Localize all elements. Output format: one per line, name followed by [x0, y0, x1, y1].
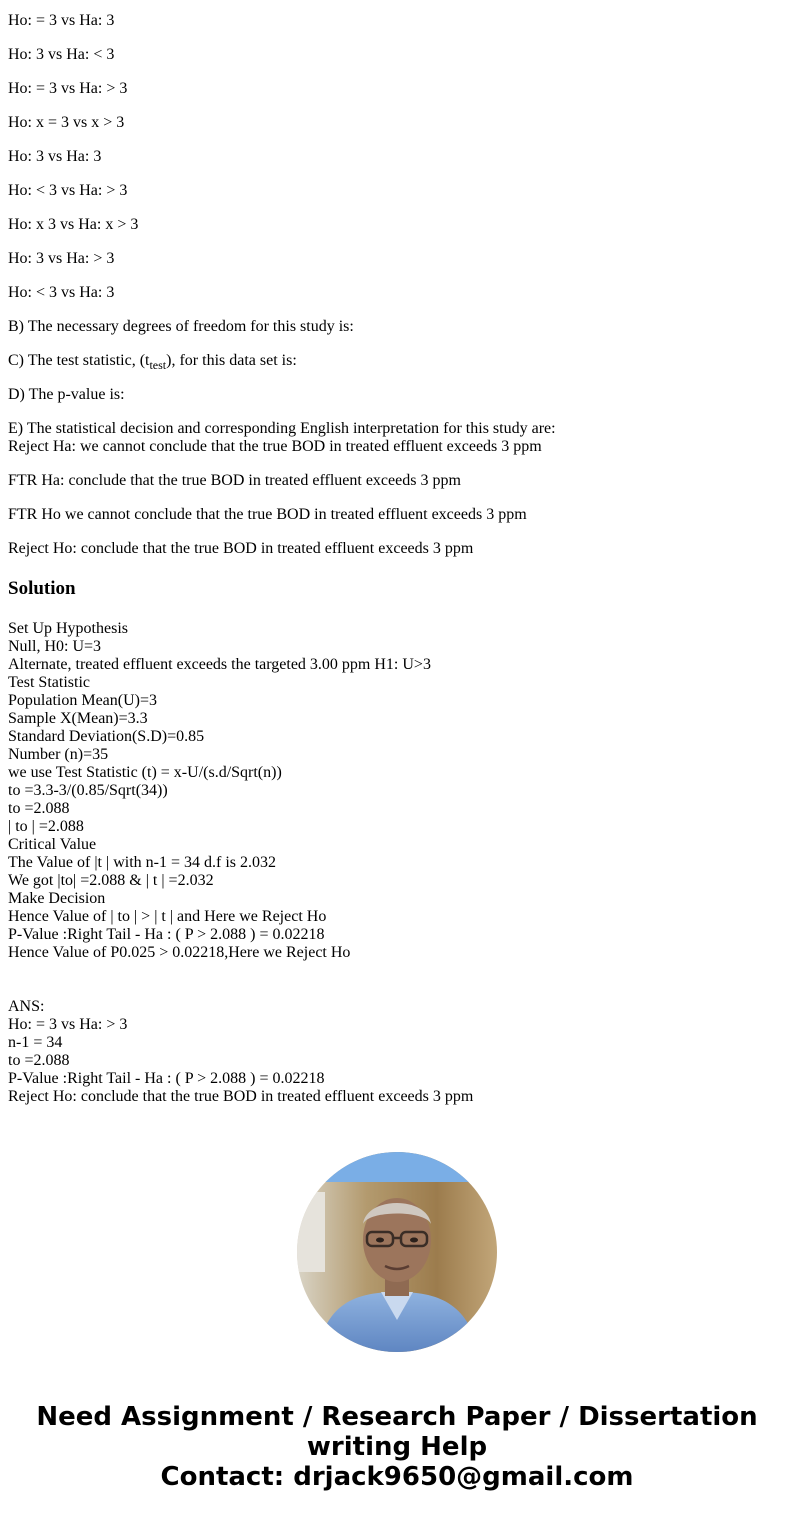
solution-line: Set Up Hypothesis	[8, 620, 128, 637]
hypothesis-option: Ho: < 3 vs Ha: > 3	[8, 182, 128, 199]
footer-line: writing Help	[306, 1432, 488, 1462]
solution-line: to =2.088	[8, 800, 70, 817]
hypothesis-option: Ho: 3 vs Ha: < 3	[8, 46, 115, 63]
question-c-subscript: test	[149, 358, 167, 372]
solution-line: Null, H0: U=3	[8, 638, 102, 655]
hypothesis-option: Ho: = 3 vs Ha: 3	[8, 12, 115, 29]
solution-line: Hence Value of | to | > | t | and Here we Reject Ho	[8, 908, 327, 925]
solution-line: Test Statistic	[8, 674, 90, 691]
solution-heading: Solution	[8, 578, 76, 599]
hypothesis-option: Ho: 3 vs Ha: > 3	[8, 250, 115, 267]
hypothesis-option: Ho: x 3 vs Ha: x > 3	[8, 216, 139, 233]
solution-line: We got |to| =2.088 & | t | =2.032	[8, 872, 214, 889]
answer-line: Ho: = 3 vs Ha: > 3	[8, 1016, 128, 1033]
decision-option: Reject Ho: conclude that the true BOD in treated effluent exceeds 3 ppm	[8, 540, 474, 557]
decision-option: Reject Ha: we cannot conclude that the true BOD in treated effluent exceeds 3 ppm	[8, 438, 542, 455]
footer-promo	[8, 1402, 786, 1492]
decision-option: FTR Ho we cannot conclude that the true BOD in treated effluent exceeds 3 ppm	[8, 506, 527, 523]
answer-line: P-Value :Right Tail - Ha : ( P > 2.088 ) = 0.02218	[8, 1070, 325, 1087]
hypothesis-option: Ho: < 3 vs Ha: 3	[8, 284, 115, 301]
decision-options	[8, 438, 786, 558]
solution-body	[8, 620, 786, 1106]
solution-line: The Value of |t | with n-1 = 34 d.f is 2.032	[8, 854, 276, 871]
avatar	[297, 1152, 497, 1352]
decision-option: FTR Ha: conclude that the true BOD in treated effluent exceeds 3 ppm	[8, 472, 461, 489]
solution-line: Number (n)=35	[8, 746, 109, 763]
footer-contact: Contact: drjack9650@gmail.com	[160, 1462, 634, 1492]
spacer	[8, 962, 786, 980]
answer-line: to =2.088	[8, 1052, 70, 1069]
hypothesis-option: Ho: = 3 vs Ha: > 3	[8, 80, 128, 97]
solution-line: to =3.3-3/(0.85/Sqrt(34))	[8, 782, 168, 799]
hypothesis-option: Ho: 3 vs Ha: 3	[8, 148, 102, 165]
question-c	[8, 352, 786, 370]
solution-line: Sample X(Mean)=3.3	[8, 710, 148, 727]
question-c-prefix: C) The test statistic, (t	[8, 352, 150, 369]
hypothesis-option: Ho: x = 3 vs x > 3	[8, 114, 125, 131]
solution-line: P-Value :Right Tail - Ha : ( P > 2.088 ) = 0.02218	[8, 926, 325, 943]
avatar-photo-icon	[297, 1152, 497, 1352]
solution-line: Hence Value of P0.025 > 0.02218,Here we Reject Ho	[8, 944, 351, 961]
question-b: B) The necessary degrees of freedom for this study is:	[8, 318, 354, 335]
avatar-container	[8, 1152, 786, 1352]
solution-line: we use Test Statistic (t) = x-U/(s.d/Sqrt(n))	[8, 764, 282, 781]
solution-line: Make Decision	[8, 890, 106, 907]
footer-line: Need Assignment / Research Paper / Dissertation	[36, 1402, 758, 1432]
solution-line: Standard Deviation(S.D)=0.85	[8, 728, 205, 745]
solution-line: Population Mean(U)=3	[8, 692, 157, 709]
solution-line: Critical Value	[8, 836, 97, 853]
answer-line: ANS:	[8, 998, 45, 1015]
answer-line: Reject Ho: conclude that the true BOD in treated effluent exceeds 3 ppm	[8, 1088, 474, 1105]
question-e: E) The statistical decision and corresponding English interpretation for this study are:	[8, 420, 556, 437]
solution-line: Alternate, treated effluent exceeds the targeted 3.00 ppm H1: U>3	[8, 656, 431, 673]
answer-line: n-1 = 34	[8, 1034, 63, 1051]
spacer	[8, 980, 786, 998]
hypothesis-options	[8, 12, 786, 302]
solution-line: | to | =2.088	[8, 818, 84, 835]
question-c-suffix: ), for this data set is:	[166, 352, 297, 369]
question-d: D) The p-value is:	[8, 386, 125, 403]
